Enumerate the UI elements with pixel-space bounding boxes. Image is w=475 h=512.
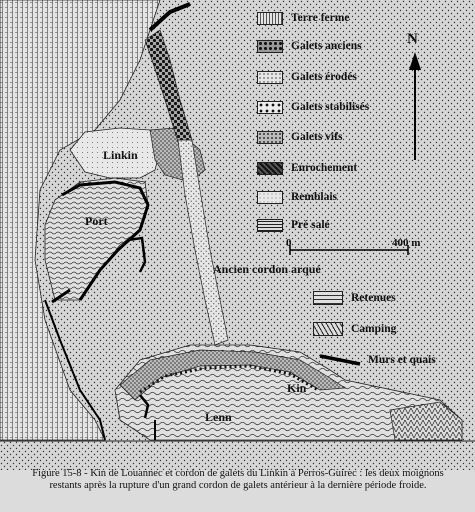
legend-label: Galets anciens xyxy=(291,40,362,52)
legend-murs-quais xyxy=(318,352,436,368)
place-port: Port xyxy=(85,214,108,228)
legend-label: Galets érodés xyxy=(291,71,357,83)
caption-line-1: Figure 15-8 - Kin de Louannec et cordon de galets du Linkin à Perros-Guirec : les deux moignons xyxy=(32,468,444,479)
legend-label: Camping xyxy=(351,323,397,335)
legend-label: Enrochement xyxy=(291,162,358,174)
swatch-terre-ferme xyxy=(257,12,283,25)
caption-line-2: restants après la rupture d'un grand cordon de galets antérieur à la dernière période froide. xyxy=(49,480,427,491)
swatch-retenues xyxy=(313,291,343,305)
swatch-galets-erodes xyxy=(257,71,283,84)
swatch-remblais xyxy=(257,191,283,204)
legend-galets-vifs xyxy=(257,129,342,145)
legend-galets-stabilises xyxy=(257,99,369,115)
place-linkin: Linkin xyxy=(103,148,138,162)
scale-start-label: 0 xyxy=(286,237,292,249)
legend-retenues xyxy=(313,291,396,305)
north-label: N xyxy=(407,31,418,47)
swatch-galets-stabilises xyxy=(257,101,283,114)
swatch-murs-quais xyxy=(318,352,362,368)
swatch-galets-vifs xyxy=(257,131,283,144)
swatch-enrochement xyxy=(257,162,283,175)
place-ancien-cordon: Ancien cordon arqué xyxy=(213,262,321,276)
legend-label: Murs et quais xyxy=(368,354,436,366)
scale-end-label: 400 m xyxy=(392,237,421,249)
swatch-galets-anciens xyxy=(257,40,283,53)
legend-terre-ferme xyxy=(257,10,349,26)
legend-camping xyxy=(313,322,396,336)
swatch-camping xyxy=(313,322,343,336)
legend-galets-erodes xyxy=(257,69,357,85)
place-lenn: Lenn xyxy=(205,410,232,424)
legend-pre-sale xyxy=(257,217,330,233)
legend-remblais xyxy=(257,189,337,205)
figure-caption xyxy=(6,468,470,492)
legend-label: Galets vifs xyxy=(291,131,343,143)
swatch-pre-sale xyxy=(257,219,283,232)
legend-label: Pré salé xyxy=(291,219,330,231)
place-kin: Kin xyxy=(287,381,307,395)
legend-label: Remblais xyxy=(291,191,337,203)
legend-enrochement xyxy=(257,160,357,176)
legend-label: Terre ferme xyxy=(291,12,350,24)
legend-label: Retenues xyxy=(351,292,396,304)
legend-label: Galets stabilisés xyxy=(291,101,370,113)
legend-galets-anciens xyxy=(257,38,362,54)
